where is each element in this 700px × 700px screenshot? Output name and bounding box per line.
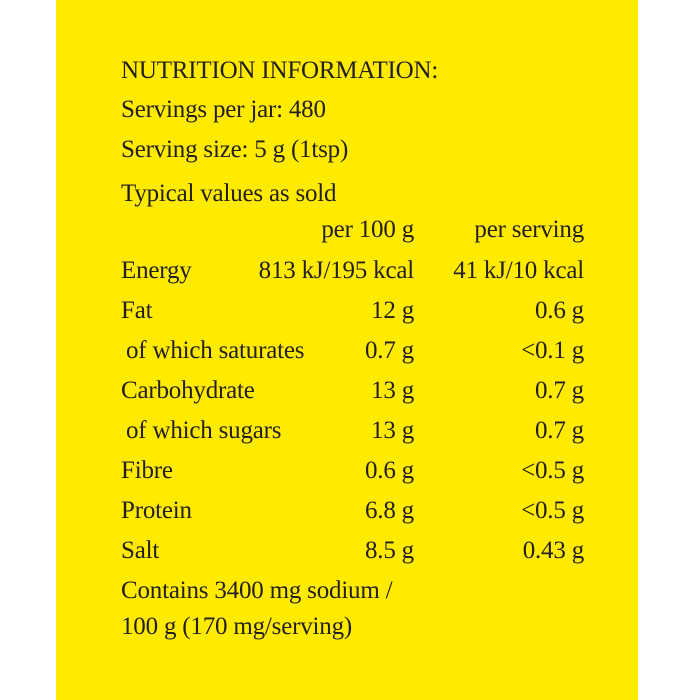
- nutrient-perserving-fat: 0.6 g: [534, 297, 584, 324]
- nutrient-per100-sugars: 13 g: [371, 417, 414, 444]
- nutrient-per100-energy: 813 kJ/195 kcal: [258, 257, 414, 284]
- nutrient-per100-fibre: 0.6 g: [364, 457, 414, 484]
- nutrient-perserving-saturates: <0.1 g: [521, 337, 584, 364]
- nutrient-perserving-fibre: <0.5 g: [521, 457, 584, 484]
- nutrient-perserving-salt: 0.43 g: [522, 537, 584, 564]
- nutrient-per100-salt: 8.5 g: [364, 537, 414, 564]
- serving-size: Serving size: 5 g (1tsp): [121, 136, 349, 163]
- typical-values-heading: Typical values as sold: [121, 180, 337, 207]
- nutrient-name-fibre: Fibre: [121, 457, 173, 484]
- nutrient-name-protein: Protein: [121, 497, 192, 524]
- nutrient-per100-saturates: 0.7 g: [364, 337, 414, 364]
- nutrient-perserving-energy: 41 kJ/10 kcal: [453, 257, 584, 284]
- nutrient-perserving-protein: <0.5 g: [521, 497, 584, 524]
- nutrient-perserving-carbohydrate: 0.7 g: [534, 377, 584, 404]
- sodium-note-line2: 100 g (170 mg/serving): [121, 613, 352, 640]
- nutrient-name-carbohydrate: Carbohydrate: [121, 377, 255, 404]
- nutrient-per100-protein: 6.8 g: [364, 497, 414, 524]
- nutrient-name-fat: Fat: [121, 297, 153, 324]
- nutrient-name-salt: Salt: [121, 537, 160, 564]
- label-title: NUTRITION INFORMATION:: [121, 57, 439, 84]
- servings-per-jar: Servings per jar: 480: [121, 96, 326, 123]
- column-header-per-serving: per serving: [474, 216, 584, 243]
- nutrient-name-saturates: of which saturates: [126, 337, 305, 364]
- nutrient-per100-carbohydrate: 13 g: [371, 377, 414, 404]
- column-header-per-100g: per 100 g: [321, 216, 414, 243]
- nutrient-perserving-sugars: 0.7 g: [534, 417, 584, 444]
- nutrient-name-sugars: of which sugars: [126, 417, 282, 444]
- sodium-note-line1: Contains 3400 mg sodium /: [121, 577, 393, 604]
- nutrient-name-energy: Energy: [121, 257, 192, 284]
- nutrient-per100-fat: 12 g: [371, 297, 414, 324]
